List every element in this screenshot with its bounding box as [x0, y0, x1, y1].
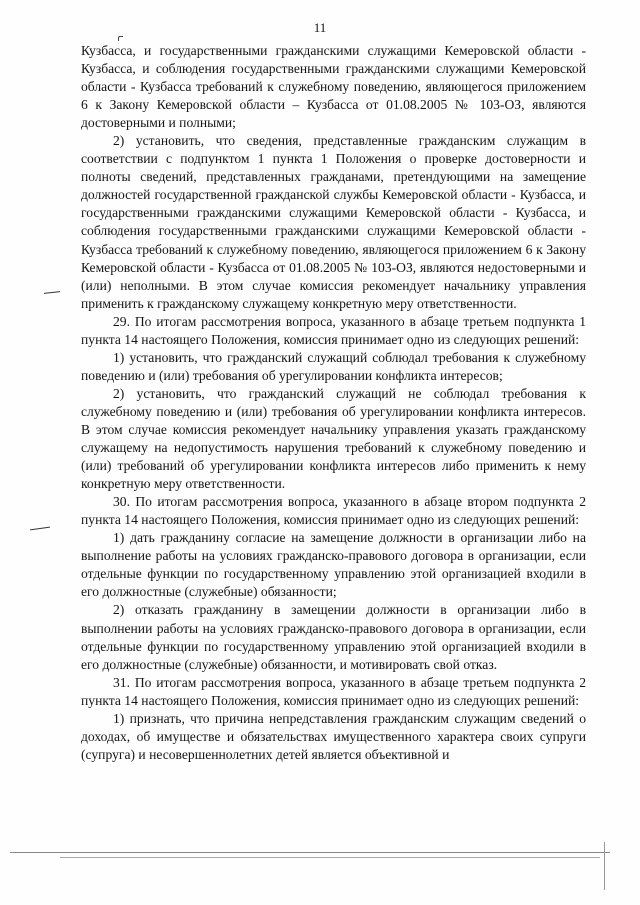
paragraph-continuation: Кузбасса, и государственными гражданскими служащими Кемеровской области - Кузбасса, и соблюдения государственными гражданскими служащими Кемеровской области - Кузбасса требований к служебному поведению, являющегося приложением 6 к Закону Кемеровской области – Кузбасса от 01.08.2005 № 103-ОЗ, являются достоверными и полными;	[81, 43, 586, 131]
paragraph-30: 30. По итогам рассмотрения вопроса, указанного в абзаце втором подпункта 2 пункта 14 настоящего Положения, комиссия принимает одно из следующих решений:	[81, 494, 586, 528]
document-body	[81, 42, 586, 764]
scan-artifact-line	[10, 852, 610, 853]
paragraph-29: 29. По итогам рассмотрения вопроса, указанного в абзаце третьем подпункта 1 пункта 14 настоящего Положения, комиссия принимает одно из следующих решений:	[81, 313, 586, 347]
page-number: 11	[313, 20, 327, 35]
paragraph-31-item-1: 1) признать, что причина непредставления гражданским служащим сведений о доходах, об имуществе и обязательствах имущественного характера своих супруги (супруга) и несовершеннолетних детей является объективной и	[81, 710, 586, 762]
paragraph-29-item-2: 2) установить, что гражданский служащий не соблюдал требования к служебному поведению и (или) требования об урегулировании конфликта интересов. В этом случае комиссия рекомендует начальнику управления указать гражданскому служащему на недопустимость нарушения требований к служебному поведению и (или) требований об урегулировании конфликта интересов либо применить к нему конкретную меру ответственности.	[81, 385, 586, 492]
paragraph-31: 31. По итогам рассмотрения вопроса, указанного в абзаце третьем подпункта 2 пункта 14 настоящего Положения, комиссия принимает одно из следующих решений:	[81, 674, 586, 708]
paragraph-30-item-2: 2) отказать гражданину в замещении должности в организации либо в выполнении работы на условиях гражданско-правового договора в организации, если отдельные функции по государственному управлению этой организацией входили в его должностные (служебные) обязанности, и мотивировать свой отказ.	[81, 602, 586, 672]
paragraph-28-item-2: 2) установить, что сведения, представленные гражданским служащим в соответствии с подпунктом 1 пункта 1 Положения о проверке достоверности и полноты сведений, представленных гражданами, претендующими на замещение должностей государственной гражданской службы Кемеровской области - Кузбасса, и государственными гражданскими служащими Кемеровской области - Кузбасса, и соблюдения государственными гражданскими служащими Кемеровской области - Кузбасса требований к служебному поведению, являющегося приложением 6 к Закону Кемеровской области - Кузбасса от 01.08.2005 № 103-ОЗ, являются недостоверными и (или) неполными. В этом случае комиссия рекомендует начальнику управления применить к гражданскому служащему конкретную меру ответственности.	[81, 133, 586, 311]
paragraph-29-item-1: 1) установить, что гражданский служащий соблюдал требования к служебному поведению и (или) требования об урегулировании конфликта интересов;	[81, 349, 586, 383]
scan-artifact-line	[60, 857, 600, 858]
margin-mark	[44, 291, 60, 294]
scan-corner-mark	[118, 36, 123, 41]
scan-artifact-line	[604, 842, 605, 890]
paragraph-30-item-1: 1) дать гражданину согласие на замещение должности в организации либо на выполнение работы на условиях гражданско-правового договора в организации, если отдельные функции по государственному управлению этой организацией входили в его должностные (служебные) обязанности;	[81, 530, 586, 600]
margin-mark	[30, 527, 50, 531]
